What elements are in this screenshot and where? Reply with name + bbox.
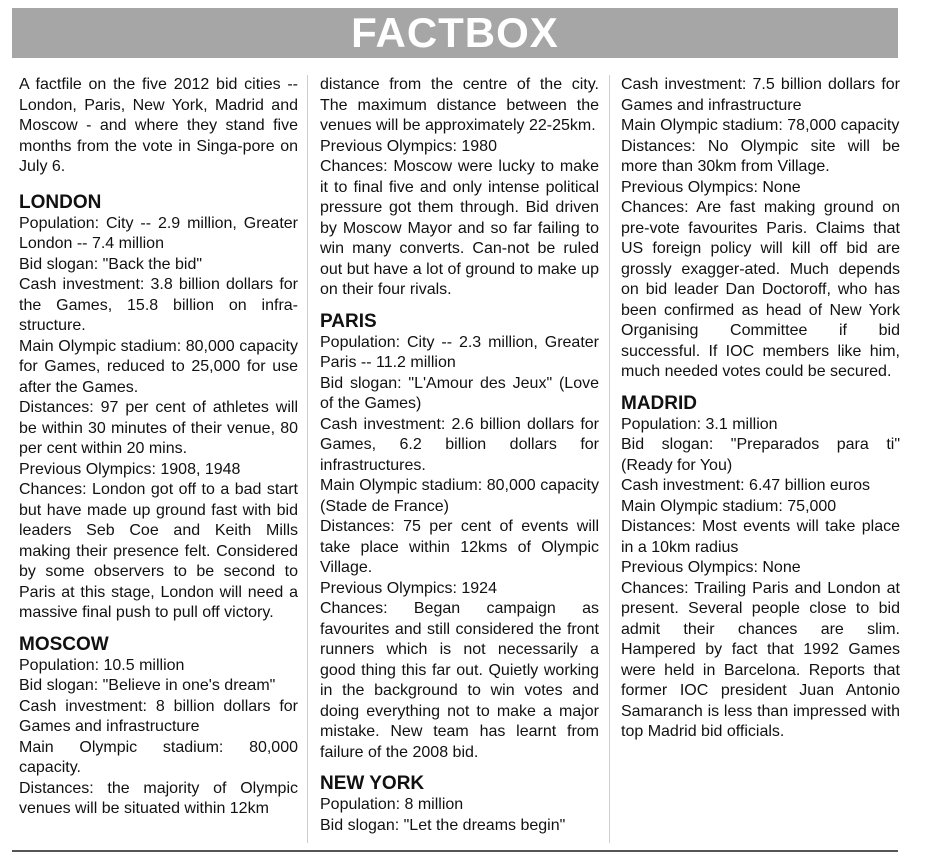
paris-stadium: Main Olympic stadium: 80,000 capacity (Stade de France): [320, 477, 599, 515]
moscow-previous: Previous Olympics: 1980: [320, 137, 497, 155]
column-2: [320, 75, 599, 836]
column-3: [621, 75, 900, 743]
madrid-previous: Previous Olympics: None: [621, 559, 801, 576]
london-heading: LONDON: [19, 191, 102, 213]
madrid-distances: Distances: Most events will take place in a 10km radius: [621, 518, 900, 556]
newyork-previous: Previous Olympics: None: [621, 178, 801, 196]
moscow-chances: Chances: Moscow were lucky to make it to final five and only intense political pressure got them through. Bid driven by Moscow Mayor and so far failing to win many converts. Can-not be ruled out but have a lot of ground to make up on their four rivals.: [320, 158, 599, 298]
moscow-cash: Cash investment: 8 billion dollars for Games and infrastructure: [19, 697, 298, 735]
moscow-population: Population: 10.5 million: [19, 656, 185, 674]
paris-heading: PARIS: [320, 310, 377, 332]
madrid-population: Population: 3.1 million: [621, 415, 778, 433]
newyork-population: Population: 8 million: [320, 796, 464, 813]
moscow-stadium: Main Olympic stadium: 80,000 capacity.: [19, 738, 298, 776]
paris-distances: Distances: 75 per cent of events will take place within 12kms of Olympic Village.: [320, 518, 599, 576]
london-distances: Distances: 97 per cent of athletes will be within 30 minutes of their venue, 80 per cent within 20 mins.: [19, 399, 298, 457]
newyork-chances: Chances: Are fast making ground on pre-vote favourites Paris. Claims that US foreign policy will kill off bid are grossly exagger-ated. Much depends on bid leader Dan Doctoroff, who has been confirmed as head of New York Organising Committee if bid successful. If IOC members like him, much needed votes could be secured.: [621, 199, 900, 380]
madrid-heading: MADRID: [621, 392, 697, 414]
paris-slogan: Bid slogan: "L'Amour des Jeux" (Love of the Games): [320, 374, 599, 412]
bottom-rule: [12, 850, 898, 852]
madrid-stadium: Main Olympic stadium: 75,000: [621, 497, 837, 515]
newyork-distances: Distances: No Olympic site will be more than 30km from Village.: [621, 137, 900, 175]
london-slogan: Bid slogan: "Back the bid": [19, 255, 203, 273]
moscow-distances: Distances: the majority of Olympic venues will be situated within 12km: [19, 779, 298, 817]
london-population: Population: City -- 2.9 million, Greater London -- 7.4 million: [19, 214, 298, 252]
moscow-distances-cont: distance from the centre of the city. The maximum distance between the venues will be approximately 22-25km.: [320, 76, 599, 134]
newyork-cash: Cash investment: 7.5 billion dollars for Games and infrastructure: [621, 76, 900, 114]
madrid-cash: Cash investment: 6.47 billion euros: [621, 477, 871, 494]
london-cash: Cash investment: 3.8 billion dollars for the Games, 15.8 billion on infra-structure.: [19, 276, 298, 334]
factbox-header: [12, 8, 898, 58]
paris-population: Population: City -- 2.3 million, Greater Paris -- 11.2 million: [320, 333, 599, 371]
paris-previous: Previous Olympics: 1924: [320, 579, 497, 597]
intro-paragraph: A factfile on the five 2012 bid cities -- London, Paris, New York, Madrid and Moscow - and where they stand five months from the vote in Singa-pore on July 6.: [19, 76, 298, 175]
moscow-slogan: Bid slogan: "Believe in one's dream": [19, 677, 276, 694]
madrid-slogan: Bid slogan: "Preparados para ti" (Ready for You): [621, 436, 900, 474]
newyork-stadium: Main Olympic stadium: 78,000 capacity: [621, 117, 900, 134]
newyork-heading: NEW YORK: [320, 773, 425, 794]
london-chances: Chances: London got off to a bad start but have made up ground fast with bid leaders Seb Coe and Keith Mills making their presence felt. Considered by some observers to be second to Paris at this stage, London will need a massive final push to pull off victory.: [19, 481, 298, 621]
factbox-title: FACTBOX: [351, 9, 559, 56]
newyork-slogan: Bid slogan: "Let the dreams begin": [320, 816, 566, 834]
paris-cash: Cash investment: 2.6 billion dollars for Games, 6.2 billion dollars for infrastructures.: [320, 415, 599, 474]
london-previous: Previous Olympics: 1908, 1948: [19, 460, 241, 478]
article-columns: [0, 75, 929, 847]
column-1: [19, 75, 298, 820]
paris-chances: Chances: Began campaign as favourites and still considered the front runners which is not necessarily a good thing this far out. Quietly working in the background to win votes and doing everything not to make a major mistake. New team has learnt from failure of the 2008 bid.: [320, 600, 599, 761]
moscow-heading: MOSCOW: [19, 633, 109, 655]
madrid-chances: Chances: Trailing Paris and London at present. Several people close to bid admit their chances are slim. Hampered by fact that 1992 Games were held in Barcelona. Reports that former IOC president Juan Antonio Samaranch is less than impressed with top Madrid bid officials.: [621, 579, 900, 740]
london-stadium: Main Olympic stadium: 80,000 capacity for Games, reduced to 25,000 for use after the Games.: [19, 337, 298, 396]
